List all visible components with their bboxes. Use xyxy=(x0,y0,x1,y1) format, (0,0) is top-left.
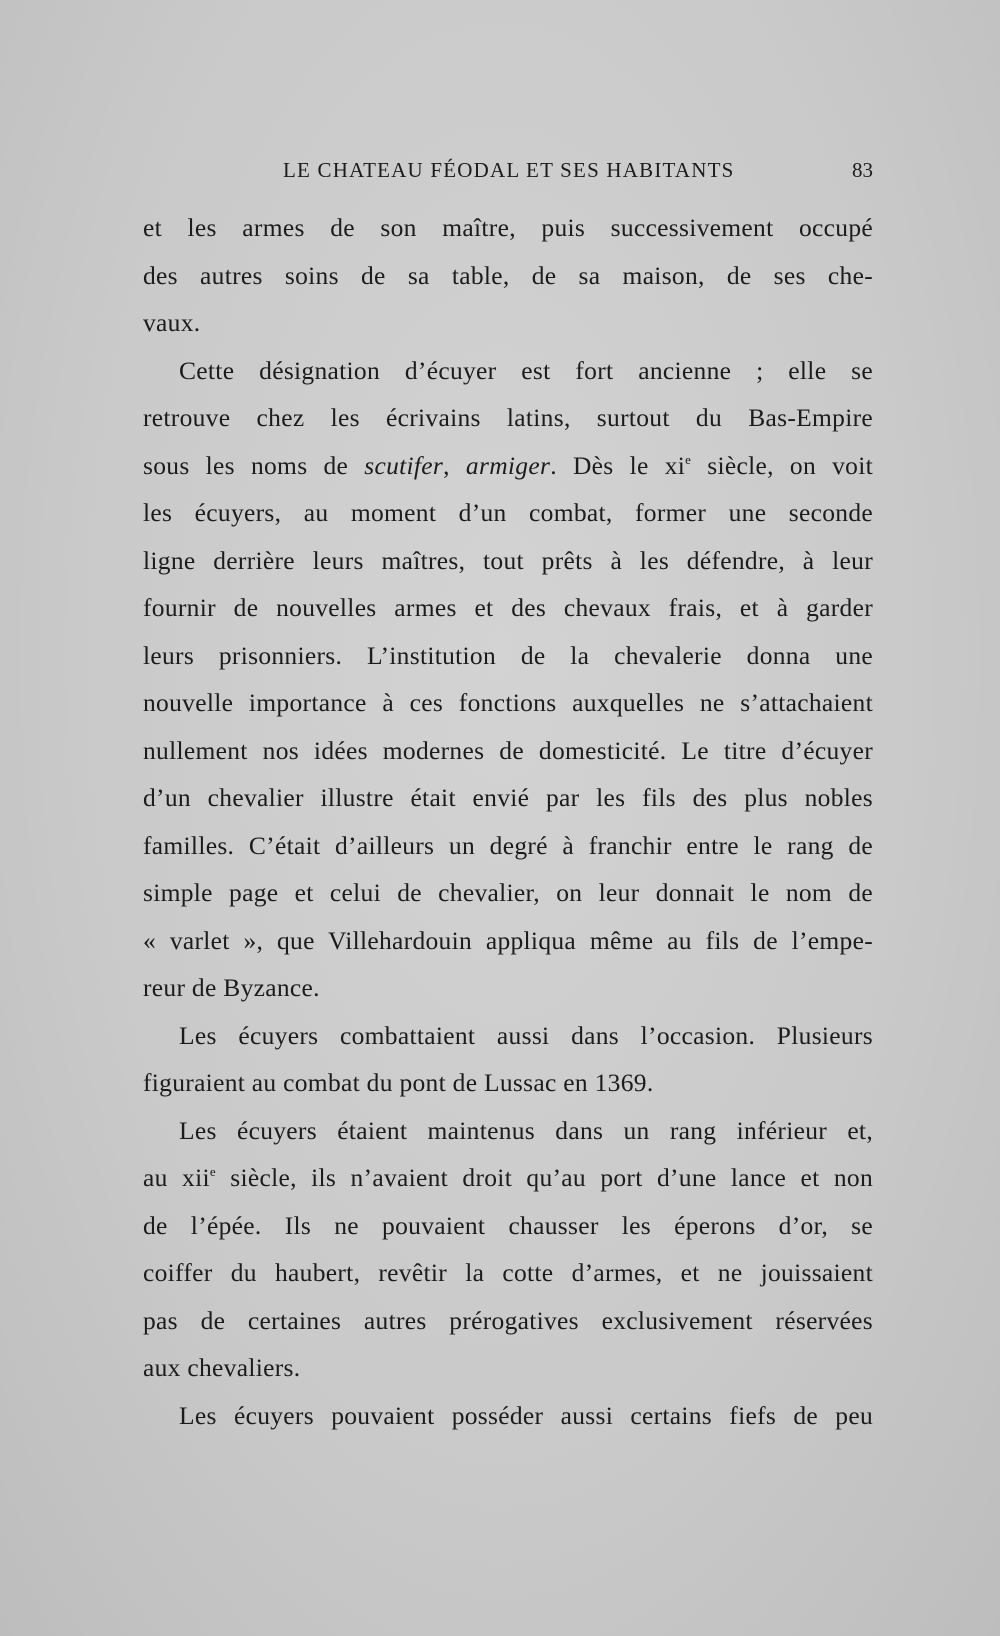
text-line: d’un chevalier illustre était envié par les fils des plus nobles xyxy=(143,783,873,812)
text-line: familles. C’était d’ailleurs un degré à franchir entre le rang de xyxy=(143,830,873,860)
century-numeral: xi xyxy=(664,450,686,480)
text-line: des autres soins de sa table, de sa maison, de ses che- xyxy=(143,260,873,290)
page-number: 83 xyxy=(852,158,873,182)
body-text xyxy=(143,204,873,1439)
text-line: de l’épée. Ils ne pouvaient chausser les éperons d’or, se xyxy=(143,1210,873,1240)
running-header xyxy=(143,158,873,188)
text-line: coiffer du haubert, revêtir la cotte d’armes, et ne jouissaient xyxy=(143,1258,873,1287)
text-line: reur de Byzance. xyxy=(143,973,320,1002)
text-line: fournir de nouvelles armes et des chevaux frais, et à garder xyxy=(143,593,873,622)
text-line: aux chevaliers. xyxy=(143,1353,301,1382)
line-prefix: au xyxy=(143,1163,183,1192)
text-line: figuraient au combat du pont de Lussac en 1369. xyxy=(143,1068,654,1097)
text-line: Cette désignation d’écuyer est fort ancienne ; elle se xyxy=(179,355,873,385)
text-line: vaux. xyxy=(143,308,201,337)
text-line: nouvelle importance à ces fonctions auxquelles ne s’attachaient xyxy=(143,688,873,717)
text-line: et les armes de son maître, puis successivement occupé xyxy=(143,213,873,242)
line-mid: . Dès le xyxy=(550,450,665,480)
text-line: leurs prisonniers. L’institution de la chevalerie donna une xyxy=(143,640,873,670)
italic-term-armiger: armiger xyxy=(465,450,551,480)
text-line: simple page et celui de chevalier, on leur donnait le nom de xyxy=(143,878,873,907)
text-line: Les écuyers étaient maintenus dans un rang inférieur et, xyxy=(179,1115,873,1145)
italic-term-scutifer: scutifer xyxy=(364,450,444,480)
century-superscript: e xyxy=(209,1164,216,1179)
century-superscript: e xyxy=(685,451,692,467)
text-line-with-italics xyxy=(143,442,873,490)
text-line: ligne derrière leurs maîtres, tout prêts à les défendre, à leur xyxy=(143,545,873,575)
line-prefix: sous les noms de xyxy=(143,450,365,480)
text-line-with-superscript xyxy=(143,1154,873,1202)
text-line: les écuyers, au moment d’un combat, former une seconde xyxy=(143,498,873,527)
line-suffix: siècle, ils n’avaient droit qu’au port d’une lance et non xyxy=(215,1163,873,1192)
text-line: Les écuyers pouvaient posséder aussi certains fiefs de peu xyxy=(179,1400,873,1430)
text-line: retrouve chez les écrivains latins, surtout du Bas-Empire xyxy=(143,403,873,432)
text-line: Les écuyers combattaient aussi dans l’occasion. Plusieurs xyxy=(179,1020,873,1050)
running-title: LE CHATEAU FÉODAL ET SES HABITANTS xyxy=(283,158,735,182)
line-suffix: siècle, on voit xyxy=(691,450,873,480)
text-line: nullement nos idées modernes de domesticité. Le titre d’écuyer xyxy=(143,735,873,765)
text-line: « varlet », que Villehardouin appliqua même au fils de l’empe- xyxy=(143,925,873,955)
line-comma: , xyxy=(443,450,466,480)
century-numeral: xii xyxy=(182,1163,210,1192)
text-line: pas de certaines autres prérogatives exclusivement réservées xyxy=(143,1305,873,1335)
